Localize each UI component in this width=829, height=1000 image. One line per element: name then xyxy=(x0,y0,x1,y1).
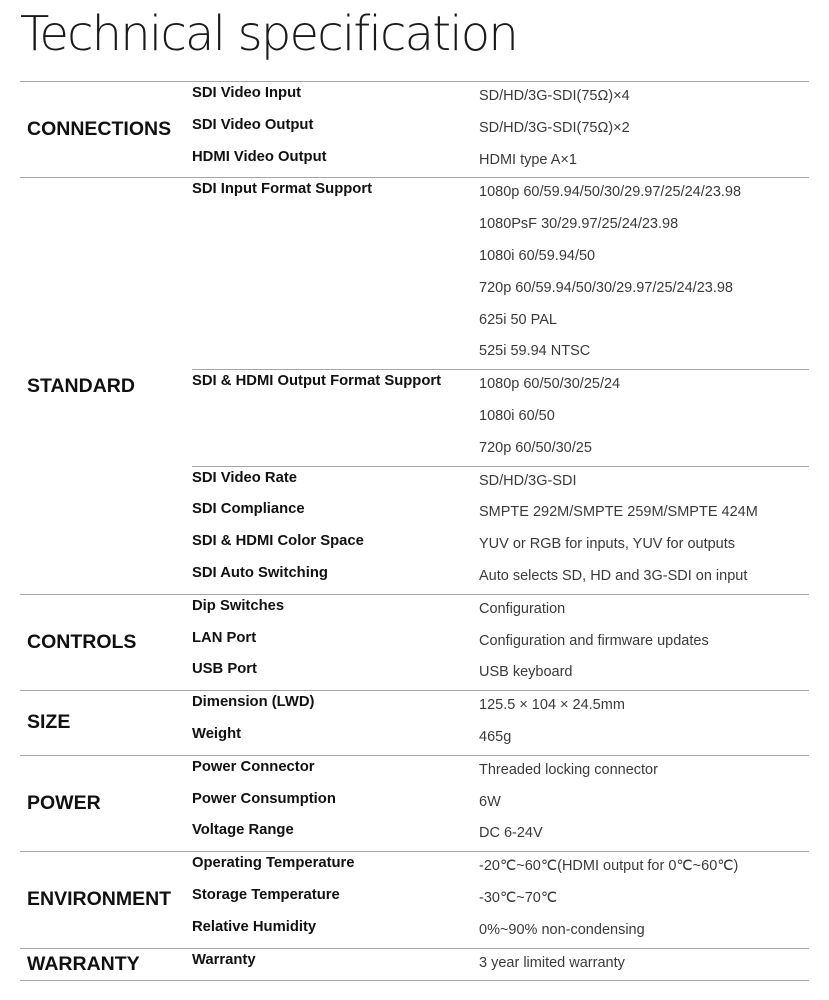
spec-row xyxy=(192,434,809,466)
spec-value: SD/HD/3G-SDI xyxy=(479,472,577,489)
spec-label xyxy=(192,242,479,274)
group-heading: POWER xyxy=(27,791,101,814)
spec-value: Threaded locking connector xyxy=(479,761,658,778)
spec-label: Power Consumption xyxy=(192,790,336,807)
spec-group-power xyxy=(20,755,809,851)
spec-label xyxy=(192,210,479,242)
spec-row xyxy=(192,658,809,690)
spec-label: Dimension (LWD) xyxy=(192,694,315,711)
spec-label: Dip Switches xyxy=(192,597,285,614)
spec-row xyxy=(192,916,809,948)
spec-label xyxy=(192,434,479,466)
spec-value: 1080p 60/50/30/25/24 xyxy=(479,376,621,393)
spec-row xyxy=(192,467,809,499)
group-heading: ENVIRONMENT xyxy=(27,888,172,911)
spec-label: SDI & HDMI Output Format Support xyxy=(192,373,442,390)
spec-label: SDI Input Format Support xyxy=(192,181,373,198)
spec-label: Warranty xyxy=(192,951,256,968)
spec-value: SD/HD/3G-SDI(75Ω)×2 xyxy=(479,119,630,136)
spec-value: Auto selects SD, HD and 3G-SDI on input xyxy=(479,567,748,584)
spec-value: Configuration and firmware updates xyxy=(479,632,709,649)
spec-group-connections xyxy=(20,81,809,177)
spec-value: 6W xyxy=(479,793,501,810)
spec-value: 720p 60/50/30/25 xyxy=(479,439,592,456)
spec-row xyxy=(192,82,809,114)
spec-label: Storage Temperature xyxy=(192,886,340,903)
spec-row xyxy=(192,530,809,562)
spec-group-environment xyxy=(20,851,809,947)
spec-row xyxy=(192,627,809,659)
spec-value: 1080i 60/50 xyxy=(479,407,555,424)
spec-value: -20℃~60℃(HDMI output for 0℃~60℃) xyxy=(479,858,739,875)
group-heading: SIZE xyxy=(27,711,71,734)
spec-subgroup xyxy=(192,82,809,177)
spec-row xyxy=(192,498,809,530)
spec-value: -30℃~70℃ xyxy=(479,889,558,906)
spec-row xyxy=(192,210,809,242)
spec-label: SDI Video Output xyxy=(192,116,314,133)
page-title: Technical specification xyxy=(20,6,517,62)
spec-row xyxy=(192,884,809,916)
spec-value: 625i 50 PAL xyxy=(479,311,557,328)
spec-row xyxy=(192,788,809,820)
spec-group-warranty xyxy=(20,948,809,982)
spec-label: Weight xyxy=(192,725,242,742)
spec-label: LAN Port xyxy=(192,629,257,646)
spec-label: SDI Video Input xyxy=(192,85,302,101)
spec-label: HDMI Video Output xyxy=(192,148,327,165)
spec-value: 720p 60/59.94/50/30/29.97/25/24/23.98 xyxy=(479,279,733,296)
spec-row xyxy=(192,852,809,884)
spec-value: Configuration xyxy=(479,600,566,617)
group-heading: CONTROLS xyxy=(27,630,137,653)
spec-row xyxy=(192,691,809,723)
spec-row xyxy=(192,306,809,338)
spec-value: YUV or RGB for inputs, YUV for outputs xyxy=(479,536,736,553)
spec-row xyxy=(192,723,809,755)
spec-value: 3 year limited warranty xyxy=(479,954,625,971)
spec-table xyxy=(20,81,809,981)
spec-row xyxy=(192,114,809,146)
spec-label xyxy=(192,402,479,434)
spec-subgroup xyxy=(192,756,809,851)
spec-subgroup xyxy=(192,369,809,465)
spec-value: USB keyboard xyxy=(479,664,573,681)
spec-value: 1080i 60/59.94/50 xyxy=(479,247,596,264)
spec-value: 1080PsF 30/29.97/25/24/23.98 xyxy=(479,216,679,233)
spec-row xyxy=(192,146,809,178)
spec-value: HDMI type A×1 xyxy=(479,151,577,168)
spec-group-size xyxy=(20,690,809,755)
spec-subgroup xyxy=(192,852,809,947)
spec-label: Power Connector xyxy=(192,758,315,775)
spec-row xyxy=(192,402,809,434)
spec-row xyxy=(192,819,809,851)
spec-row xyxy=(192,242,809,274)
group-heading: WARRANTY xyxy=(27,952,140,975)
spec-subgroup xyxy=(192,691,809,755)
spec-row xyxy=(192,178,809,210)
spec-subgroup xyxy=(192,466,809,594)
spec-label: SDI Auto Switching xyxy=(192,564,328,581)
spec-subgroup xyxy=(192,595,809,690)
spec-value: 125.5 × 104 × 24.5mm xyxy=(479,697,625,714)
spec-value: DC 6-24V xyxy=(479,825,543,842)
spec-row xyxy=(192,337,809,369)
spec-label: SDI & HDMI Color Space xyxy=(192,533,364,550)
group-heading: CONNECTIONS xyxy=(27,118,172,141)
spec-label: Relative Humidity xyxy=(192,918,317,935)
spec-label xyxy=(192,337,479,369)
spec-group-standard xyxy=(20,177,809,593)
spec-label xyxy=(192,274,479,306)
spec-label: USB Port xyxy=(192,661,257,678)
spec-value: 0%~90% non-condensing xyxy=(479,921,645,938)
spec-subgroup xyxy=(192,949,809,981)
spec-value: 1080p 60/59.94/50/30/29.97/25/24/23.98 xyxy=(479,184,742,201)
spec-subgroup xyxy=(192,178,809,369)
spec-group-controls xyxy=(20,594,809,690)
spec-row xyxy=(192,756,809,788)
spec-value: 525i 59.94 NTSC xyxy=(479,343,591,360)
group-heading: STANDARD xyxy=(27,374,135,397)
spec-row xyxy=(192,595,809,627)
spec-label: Operating Temperature xyxy=(192,855,355,872)
spec-row xyxy=(192,274,809,306)
spec-value: 465g xyxy=(479,728,512,745)
spec-row xyxy=(192,949,809,981)
spec-value: SMPTE 292M/SMPTE 259M/SMPTE 424M xyxy=(479,504,758,521)
spec-label: Voltage Range xyxy=(192,822,294,839)
spec-label xyxy=(192,306,479,338)
spec-label: SDI Compliance xyxy=(192,501,305,518)
spec-row xyxy=(192,562,809,594)
spec-row xyxy=(192,370,809,402)
spec-value: SD/HD/3G-SDI(75Ω)×4 xyxy=(479,88,630,104)
spec-label: SDI Video Rate xyxy=(192,469,297,486)
